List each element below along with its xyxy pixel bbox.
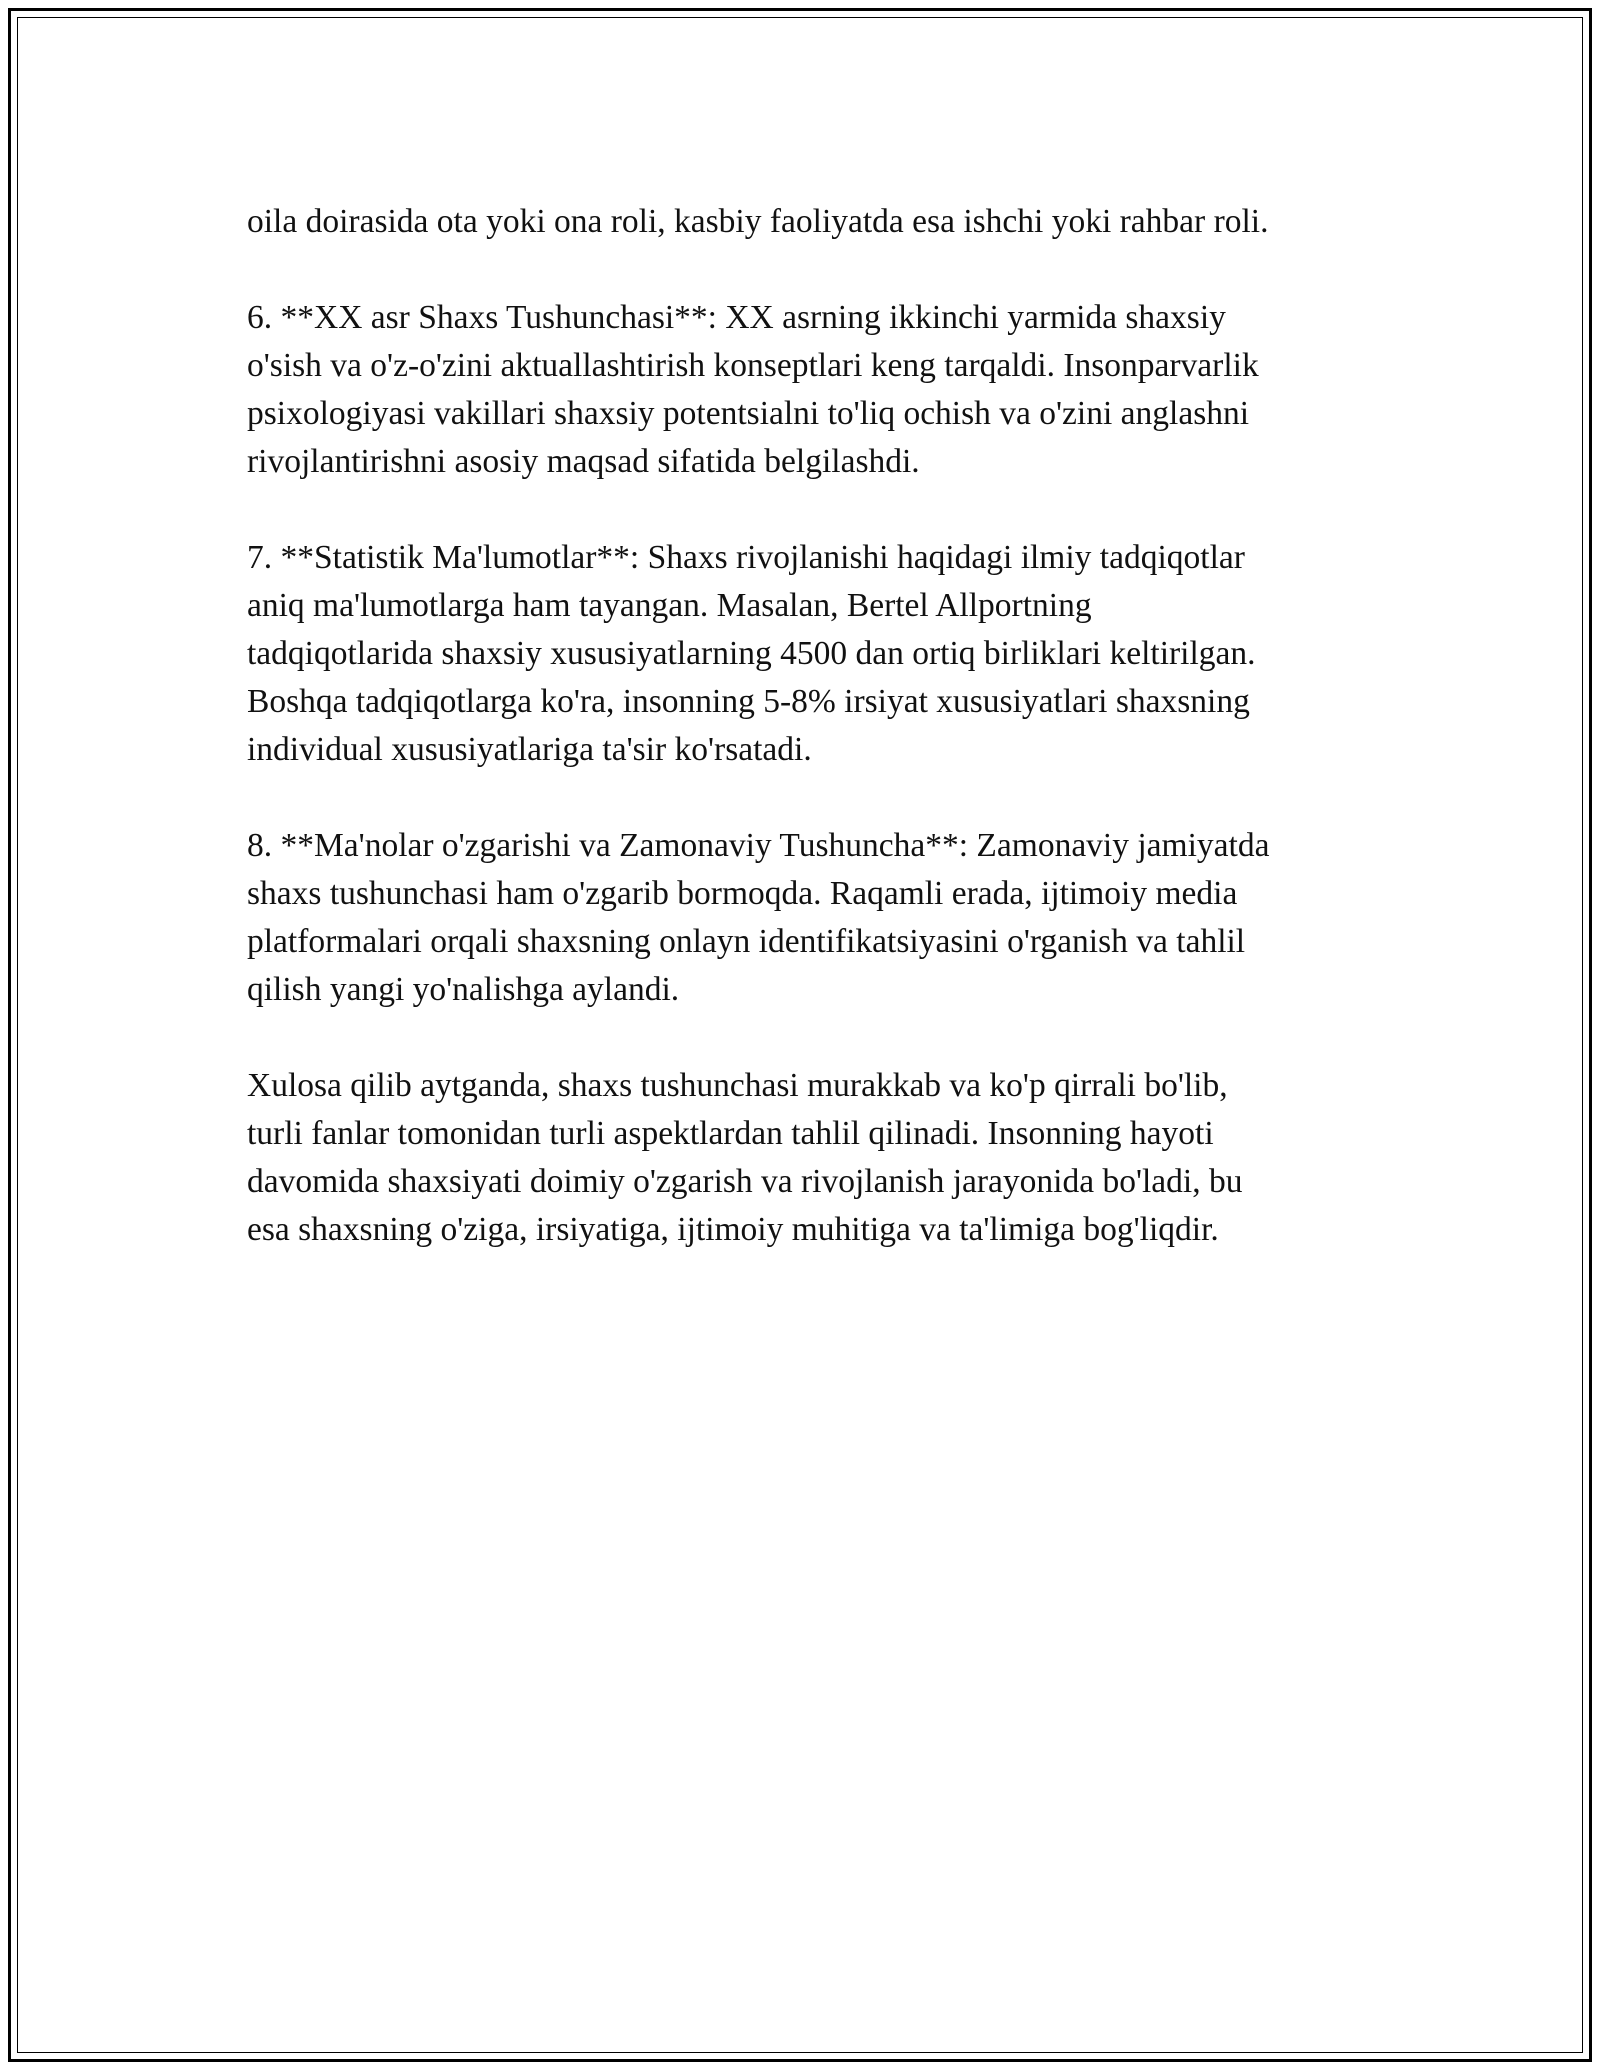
paragraph-continuation [247, 198, 1397, 246]
text-line: 7. **Statistik Ma'lumotlar**: Shaxs rivojlanishi haqidagi ilmiy tadqiqotlar [247, 539, 1245, 576]
paragraph-item-6 [247, 294, 1397, 486]
text-line: 6. **XX asr Shaxs Tushunchasi**: XX asrning ikkinchi yarmida shaxsiy [247, 299, 1226, 336]
text-line: aniq ma'lumotlarga ham tayangan. Masalan, Bertel Allportning [247, 587, 1092, 624]
text-line: Boshqa tadqiqotlarga ko'ra, insonning 5-8% irsiyat xususiyatlari shaxsning [247, 683, 1250, 720]
text-line: Xulosa qilib aytganda, shaxs tushunchasi murakkab va ko'p qirrali bo'lib, [247, 1067, 1228, 1104]
text-line: psixologiyasi vakillari shaxsiy potentsialni to'liq ochish va o'zini anglashni [247, 395, 1250, 432]
text-line: qilish yangi yo'nalishga aylandi. [247, 971, 680, 1008]
document-body [247, 198, 1397, 1302]
text-line: 8. **Ma'nolar o'zgarishi va Zamonaviy Tushuncha**: Zamonaviy jamiyatda [247, 827, 1270, 864]
text-line: individual xususiyatlariga ta'sir ko'rsatadi. [247, 731, 812, 768]
text-line: rivojlantirishni asosiy maqsad sifatida belgilashdi. [247, 443, 920, 480]
text-line: davomida shaxsiyati doimiy o'zgarish va rivojlanish jarayonida bo'ladi, bu [247, 1163, 1243, 1200]
text-line: shaxs tushunchasi ham o'zgarib bormoqda. Raqamli erada, ijtimoiy media [247, 875, 1238, 912]
paragraph-conclusion [247, 1062, 1397, 1254]
paragraph-item-8 [247, 822, 1397, 1014]
text-line: o'sish va o'z-o'zini aktuallashtirish konseptlari keng tarqaldi. Insonparvarlik [247, 347, 1259, 384]
text-line: oila doirasida ota yoki ona roli, kasbiy faoliyatda esa ishchi yoki rahbar roli. [247, 203, 1269, 240]
text-line: platformalari orqali shaxsning onlayn identifikatsiyasini o'rganish va tahlil [247, 923, 1246, 960]
document-page [8, 8, 1592, 2062]
text-line: esa shaxsning o'ziga, irsiyatiga, ijtimoiy muhitiga va ta'limiga bog'liqdir. [247, 1211, 1219, 1248]
paragraph-item-7 [247, 534, 1397, 774]
text-line: tadqiqotlarida shaxsiy xususiyatlarning 4500 dan ortiq birliklari keltirilgan. [247, 635, 1256, 672]
text-line: turli fanlar tomonidan turli aspektlardan tahlil qilinadi. Insonning hayoti [247, 1115, 1214, 1152]
